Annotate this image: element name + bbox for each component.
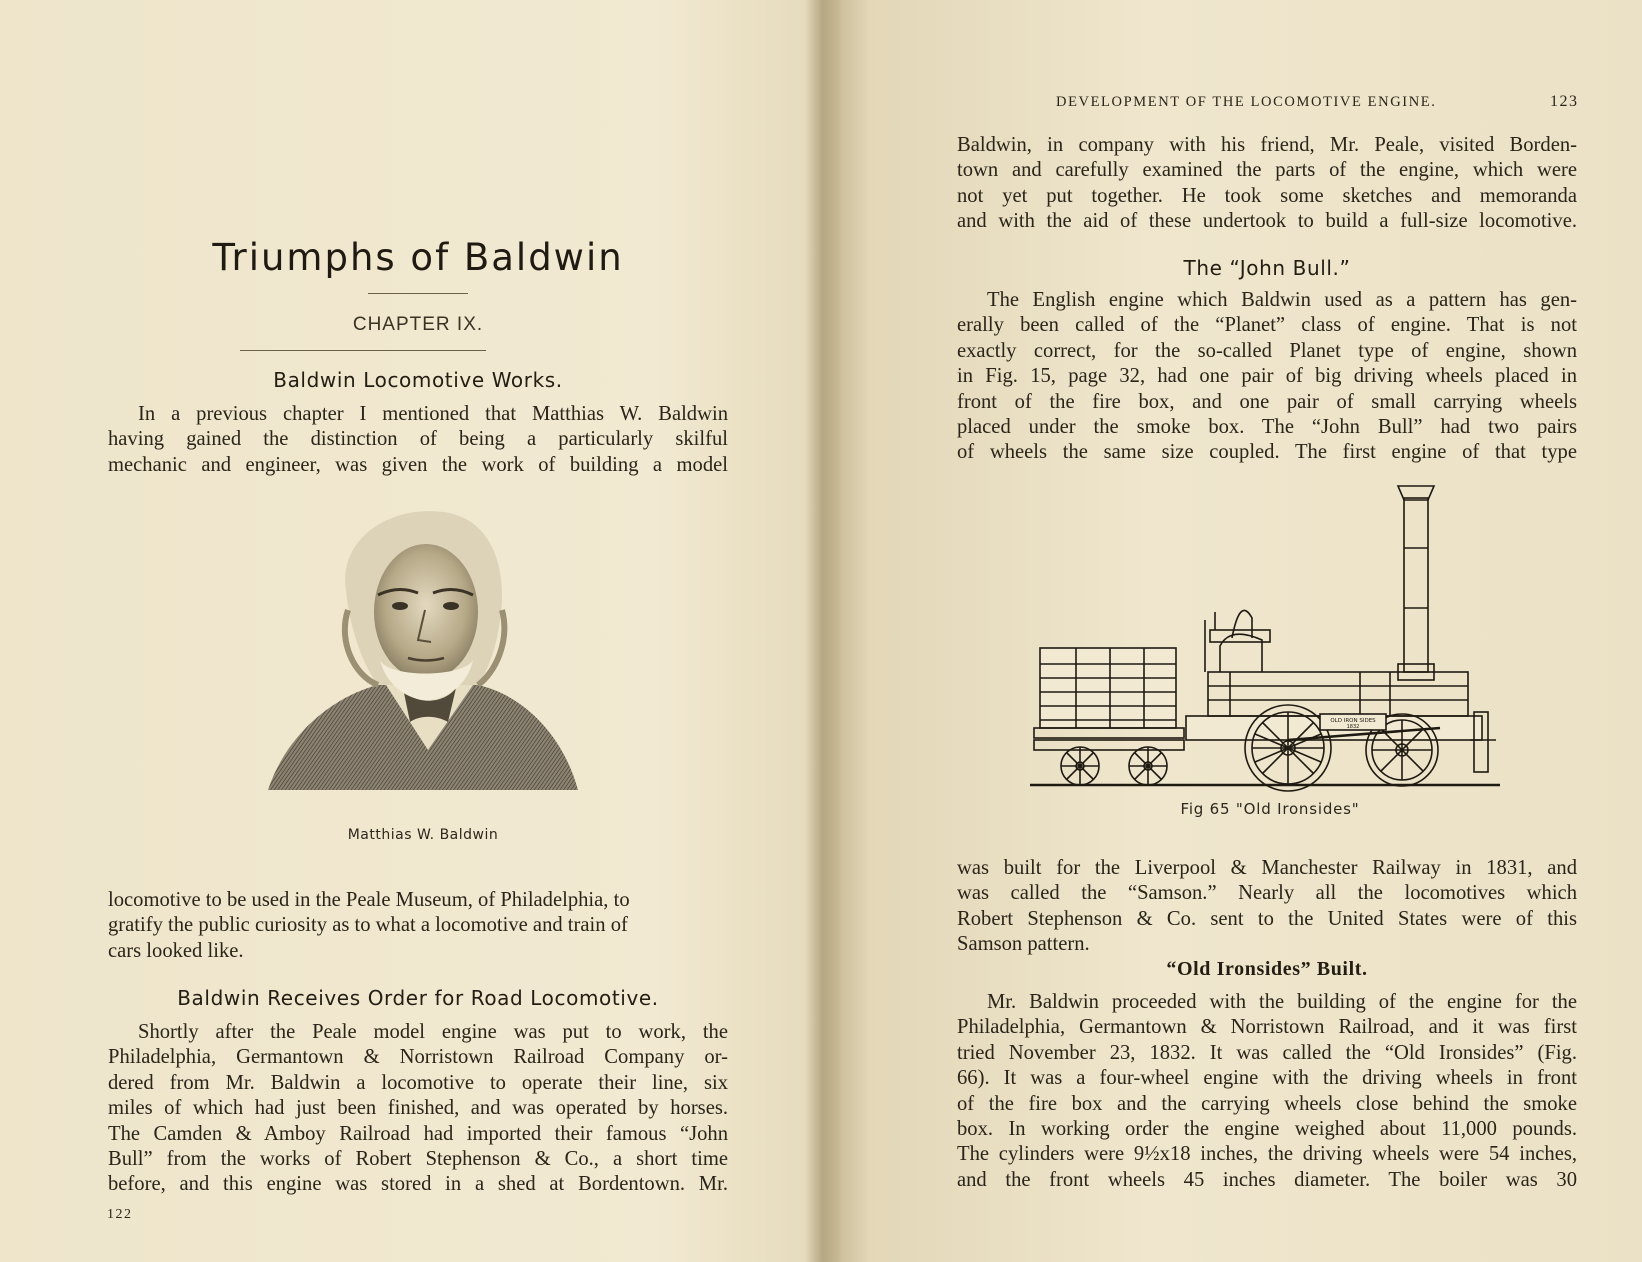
text-line: and with the aid of these undertook to build a full-size locomotive. xyxy=(957,210,1577,233)
locomotive-illustration xyxy=(1030,478,1505,798)
title-rule xyxy=(368,293,468,294)
text-line: Bull” from the works of Robert Stephenson & Co., a short time xyxy=(108,1148,728,1171)
section-heading-john-bull: The “John Bull.” xyxy=(1183,256,1351,280)
portrait-engraving xyxy=(268,500,578,800)
chapter-title: Triumphs of Baldwin xyxy=(212,236,624,279)
text-line: exactly correct, for the so-called Planet type of engine, shown xyxy=(957,339,1577,362)
text-line: In a previous chapter I mentioned that Matthias W. Baldwin xyxy=(138,403,728,425)
left-paragraph-2 xyxy=(108,888,728,964)
text-line: was called the “Samson.” Nearly all the locomotives which xyxy=(957,882,1577,905)
right-paragraph-3 xyxy=(957,856,1577,958)
text-line: gratify the public curiosity as to what a locomotive and train of xyxy=(108,914,628,937)
text-line: of the fire box and the carrying wheels close behind the smoke xyxy=(957,1092,1577,1115)
text-line: town and carefully examined the parts of the engine, which were xyxy=(957,159,1577,182)
text-line: in Fig. 15, page 32, had one pair of big driving wheels placed in xyxy=(957,365,1577,388)
text-line: mechanic and engineer, was given the work of building a model xyxy=(108,453,728,476)
text-line: 66). It was a four-wheel engine with the driving wheels in front xyxy=(957,1067,1577,1090)
right-page-number: 123 xyxy=(1550,93,1579,110)
left-page-number: 122 xyxy=(107,1207,133,1222)
text-line: before, and this engine was stored in a shed at Bordentown. Mr. xyxy=(108,1173,728,1196)
figure-caption: Fig 65 "Old Ironsides" xyxy=(1180,800,1360,818)
text-line: placed under the smoke box. The “John Bull” had two pairs xyxy=(957,416,1577,439)
text-line: erally been called of the “Planet” class of engine. That is not xyxy=(957,314,1577,337)
text-line: dered from Mr. Baldwin a locomotive to operate their line, six xyxy=(108,1071,728,1094)
right-paragraph-1 xyxy=(957,133,1577,235)
text-line: The cylinders were 9½x18 inches, the driving wheels were 54 inches, xyxy=(957,1143,1577,1166)
text-line: Philadelphia, Germantown & Norristown Railroad, and it was first xyxy=(957,1016,1577,1039)
text-line: locomotive to be used in the Peale Museum, of Philadelphia, to xyxy=(108,889,630,911)
text-line: miles of which had just been finished, and was operated by horses. xyxy=(108,1097,728,1120)
portrait-caption: Matthias W. Baldwin xyxy=(347,827,499,843)
right-paragraph-4 xyxy=(957,990,1577,1193)
text-line: not yet put together. He took some sketches and memoranda xyxy=(957,184,1577,207)
left-paragraph-1 xyxy=(108,402,728,478)
text-line: was built for the Liverpool & Manchester Railway in 1831, and xyxy=(957,857,1577,879)
right-paragraph-2 xyxy=(957,288,1577,466)
text-line: cars looked like. xyxy=(108,939,244,962)
left-paragraph-3 xyxy=(108,1020,728,1198)
chapter-number: CHAPTER IX. xyxy=(352,314,484,335)
section-heading-works: Baldwin Locomotive Works. xyxy=(273,368,563,392)
text-line: Mr. Baldwin proceeded with the building of the engine for the xyxy=(987,991,1577,1013)
chapter-rule xyxy=(240,350,486,351)
text-line: tried November 23, 1832. It was called the “Old Ironsides” (Fig. xyxy=(957,1041,1577,1064)
section-heading-order: Baldwin Receives Order for Road Locomotive. xyxy=(177,986,659,1010)
text-line: Shortly after the Peale model engine was put to work, the xyxy=(138,1021,728,1043)
text-line: Philadelphia, Germantown & Norristown Railroad Company or- xyxy=(108,1046,728,1069)
text-line: The Camden & Amboy Railroad had imported their famous “John xyxy=(108,1122,728,1145)
running-head: DEVELOPMENT OF THE LOCOMOTIVE ENGINE. xyxy=(1056,94,1437,110)
text-line: of wheels the same size coupled. The first engine of that type xyxy=(957,441,1577,464)
text-line: and the front wheels 45 inches diameter. The boiler was 30 xyxy=(957,1168,1577,1191)
text-line: Baldwin, in company with his friend, Mr. Peale, visited Borden- xyxy=(957,134,1577,156)
plate-text: OLD IRON SIDES xyxy=(1330,718,1376,724)
text-line: front of the fire box, and one pair of small carrying wheels xyxy=(957,390,1577,413)
text-line: having gained the distinction of being a particularly skilful xyxy=(108,428,728,451)
text-line: box. In working order the engine weighed about 11,000 pounds. xyxy=(957,1118,1577,1141)
plate-year: 1832 xyxy=(1346,724,1360,730)
section-heading-old-ironsides: “Old Ironsides” Built. xyxy=(1166,958,1368,980)
text-line: Samson pattern. xyxy=(957,933,1090,956)
text-line: The English engine which Baldwin used as a pattern has gen- xyxy=(987,289,1577,311)
text-line: Robert Stephenson & Co. sent to the United States were of this xyxy=(957,907,1577,930)
